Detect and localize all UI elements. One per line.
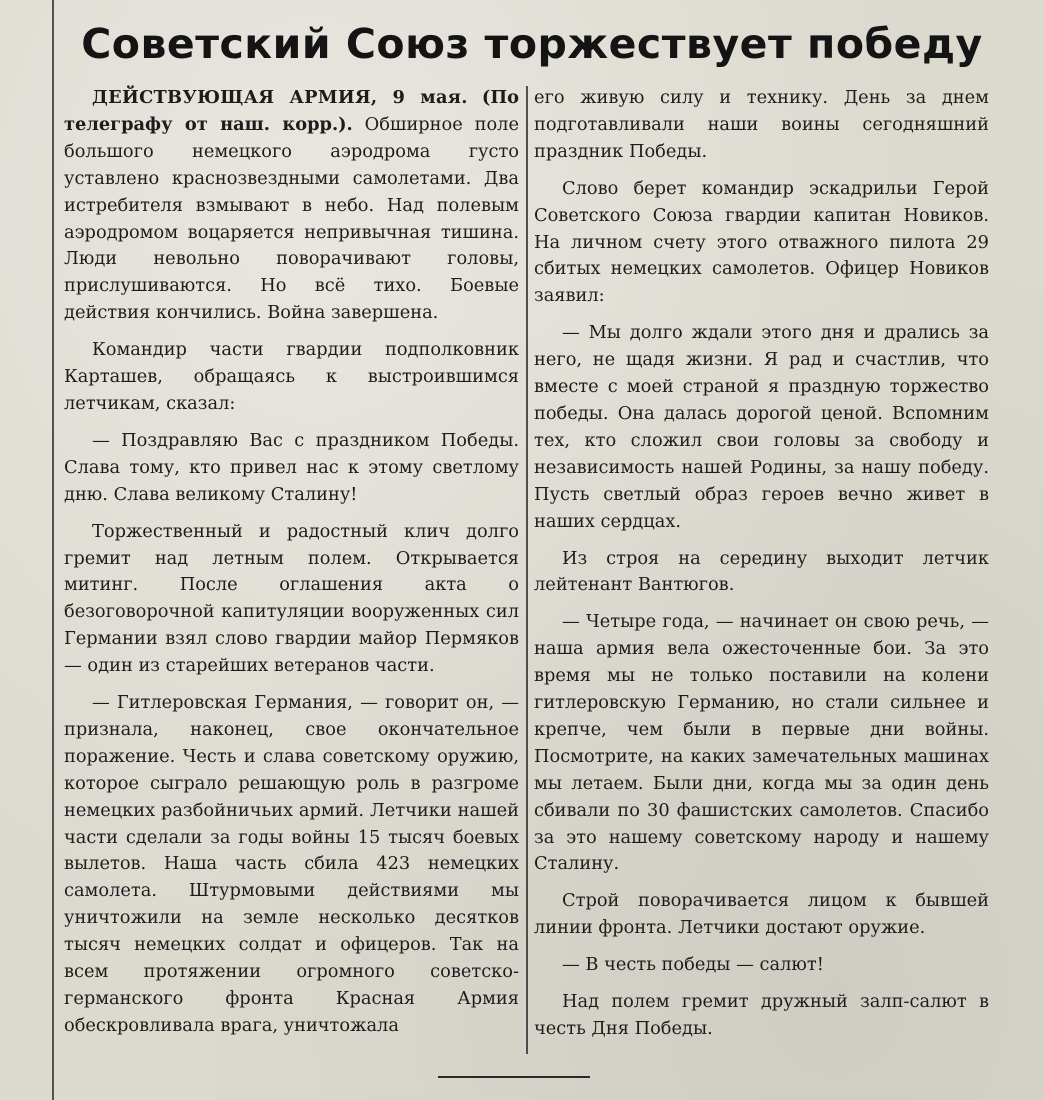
article-paragraph: — Гитлеровская Германия, — говорит он, — признала, наконец, свое окончательное поражение. Честь и слава советскому оружию, которое сыграло решающую роль в разгроме немецких разбойничьих армий. Летчики нашей части сделали за годы войны 15 тысяч боевых вылетов. Наша часть сбила 423 немецких самолета. Штурмовыми действиями мы уничтожили на земле несколько десятков тысяч немецких солдат и офицеров. Так на всем протяжении огромного советско-германского фронта Красная Армия обескровливала врага, уничтожала	[64, 692, 519, 1036]
article-column-right	[534, 85, 989, 1053]
column-divider	[526, 86, 528, 1054]
article-paragraph: Торжественный и радостный клич долго гремит над летным полем. Открывается митинг. После оглашения акта о безоговорочной капитуляции вооруженных сил Германии взял слово гвардии майор Пермяков — один из старейших ветеранов части.	[64, 520, 519, 677]
article-paragraph: Над полем гремит дружный залп-салют в честь Дня Победы.	[534, 991, 989, 1039]
article-paragraph	[64, 85, 519, 327]
article-paragraph-continued: его живую силу и технику. День за днем подготавливали наши воины сегодняшний праздник Победы.	[534, 87, 989, 162]
article-headline: Советский Союз торжествует победу	[81, 20, 983, 68]
article-paragraph: — Четыре года, — начинает он свою речь, — наша армия вела ожесточенные бои. За это время мы не только поставили на колени гитлеровскую Германию, но стали сильнее и крепче, чем были в первые дни войны. Посмотрите, на каких замечательных машинах мы летаем. Были дни, когда мы за один день сбивали по 30 фашистских самолетов. Спасибо за это нашему советскому народу и нашему Сталину.	[534, 611, 989, 875]
dateline: ДЕЙСТВУЮЩАЯ АРМИЯ, 9 мая.	[92, 87, 468, 108]
article-paragraph: Из строя на середину выходит летчик лейтенант Вантюгов.	[534, 547, 989, 596]
article-paragraph: Командир части гвардии подполковник Карташев, обращаясь к выстроившимся летчикам, сказал:	[64, 339, 519, 414]
article-end-rule	[438, 1076, 590, 1078]
article-paragraph: — Мы долго ждали этого дня и дрались за него, не щадя жизни. Я рад и счастлив, что вместе с моей страной я праздную торжество победы. Она далась дорогой ценой. Вспомним тех, кто сложил свои головы за свободу и независимость нашей Родины, за нашу победу. Пусть светлый образ героев вечно живет в наших сердцах.	[534, 322, 989, 532]
article-paragraph: Строй поворачивается лицом к бывшей линии фронта. Летчики достают оружие.	[534, 890, 989, 939]
article-paragraph: — Поздравляю Вас с праздником Победы. Слава тому, кто привел нас к этому светлому дню. Слава великому Сталину!	[64, 429, 519, 505]
byline: (По телеграфу от наш. корр.).	[64, 87, 519, 135]
article-paragraph: Слово берет командир эскадрильи Герой Советского Союза гвардии капитан Новиков. На личном счету этого отважного пилота 29 сбитых немецких самолетов. Офицер Новиков заявил:	[534, 177, 989, 307]
page-margin-rule	[52, 0, 54, 1100]
article-column-left	[64, 85, 519, 1050]
article-paragraph: — В честь победы — салют!	[562, 954, 824, 976]
paragraph-text: Обширное поле большого немецкого аэродрома густо уставлено краснозвездными самолетами. Два истребителя взмывают в небо. Над полевым аэродромом воцаряется непривычная тишина. Люди невольно поворачивают головы, прислушиваются. Но всё тихо. Боевые действия кончились. Война завершена.	[64, 113, 519, 324]
